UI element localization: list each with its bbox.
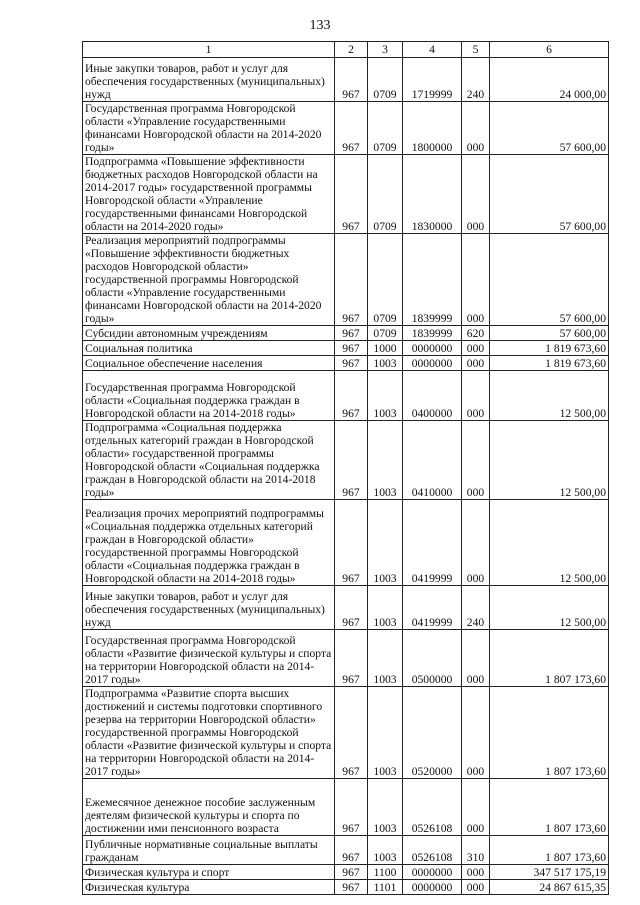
- table-row: [83, 58, 609, 102]
- row-admin-code-cell: 967: [335, 586, 368, 630]
- row-section-code-cell: 1100: [368, 865, 403, 880]
- row-expense-type-cell: 000: [462, 341, 490, 356]
- row-section-code-cell: 1003: [368, 779, 403, 836]
- budget-table: [82, 41, 609, 895]
- row-name-cell: Иные закупки товаров, работ и услуг для обеспечения государственных (муниципальных) нужд: [83, 58, 335, 102]
- row-name-cell: Ежемесячное денежное пособие заслуженным деятелям физической культуры и спорта по достижении ими пенсионного возраста: [83, 779, 335, 836]
- page-number: 133: [309, 18, 331, 33]
- row-name-cell: Государственная программа Новгородской области «Социальная поддержка граждан в Новгородской области на 2014-2018 годы»: [83, 371, 335, 421]
- row-admin-code-cell: 967: [335, 371, 368, 421]
- row-amount-cell: 1 807 173,60: [490, 687, 609, 779]
- row-expense-type-cell: 310: [462, 836, 490, 865]
- row-name-cell: Физическая культура и спорт: [83, 865, 335, 880]
- header-cell: 6: [490, 42, 609, 58]
- row-section-code-cell: 1003: [368, 500, 403, 586]
- row-amount-cell: 24 000,00: [490, 58, 609, 102]
- row-name-cell: Реализация мероприятий подпрограммы «Повышение эффективности бюджетных расходов Новгородской области» государственной программы Новгородской области «Управление государственными финансами Новгородской области на 2014-2020 годы»: [83, 234, 335, 326]
- header-cell: 2: [335, 42, 368, 58]
- table-row: [83, 779, 609, 836]
- row-name-cell: Социальное обеспечение населения: [83, 356, 335, 371]
- row-expense-type-cell: 000: [462, 880, 490, 895]
- header-cell: 1: [83, 42, 335, 58]
- row-target-code-cell: 0419999: [403, 586, 462, 630]
- row-target-code-cell: 0000000: [403, 341, 462, 356]
- row-admin-code-cell: 967: [335, 865, 368, 880]
- row-name-cell: Подпрограмма «Социальная поддержка отдельных категорий граждан в Новгородской области» государственной программы Новгородской области «Социальная поддержка граждан в Новгородской области на 2014-2018 годы»: [83, 421, 335, 500]
- row-section-code-cell: 1003: [368, 356, 403, 371]
- row-expense-type-cell: 000: [462, 779, 490, 836]
- row-section-code-cell: 1003: [368, 371, 403, 421]
- row-expense-type-cell: 000: [462, 234, 490, 326]
- row-amount-cell: 57 600,00: [490, 102, 609, 155]
- table-row: [83, 836, 609, 865]
- header-row: [83, 42, 609, 58]
- row-target-code-cell: 1839999: [403, 326, 462, 341]
- row-admin-code-cell: 967: [335, 630, 368, 687]
- row-expense-type-cell: 000: [462, 155, 490, 234]
- row-amount-cell: 24 867 615,35: [490, 880, 609, 895]
- header-cell: 3: [368, 42, 403, 58]
- row-amount-cell: 1 807 173,60: [490, 779, 609, 836]
- row-admin-code-cell: 967: [335, 836, 368, 865]
- row-amount-cell: 347 517 175,19: [490, 865, 609, 880]
- row-name-cell: Подпрограмма «Повышение эффективности бюджетных расходов Новгородской области на 2014-2017 годы» государственной программы Новгородской области «Управление государственными финансами Новгородской области на 2014-2020 годы»: [83, 155, 335, 234]
- row-admin-code-cell: 967: [335, 341, 368, 356]
- table-row: [83, 630, 609, 687]
- row-admin-code-cell: 967: [335, 421, 368, 500]
- table-row: [83, 500, 609, 586]
- row-admin-code-cell: 967: [335, 102, 368, 155]
- row-target-code-cell: 1839999: [403, 234, 462, 326]
- row-expense-type-cell: 000: [462, 356, 490, 371]
- row-amount-cell: 1 807 173,60: [490, 630, 609, 687]
- row-section-code-cell: 1000: [368, 341, 403, 356]
- row-admin-code-cell: 967: [335, 500, 368, 586]
- table-row: [83, 155, 609, 234]
- row-expense-type-cell: 000: [462, 371, 490, 421]
- header-cell: 4: [403, 42, 462, 58]
- row-amount-cell: 1 819 673,60: [490, 356, 609, 371]
- row-expense-type-cell: 620: [462, 326, 490, 341]
- row-name-cell: Подпрограмма «Развитие спорта высших достижений и системы подготовки спортивного резерва на территории Новгородской области» государственной программы Новгородской области «Развитие физической культуры и спорта на территории Новгородской области на 2014-2017 годы»: [83, 687, 335, 779]
- row-section-code-cell: 0709: [368, 155, 403, 234]
- row-name-cell: Субсидии автономным учреждениям: [83, 326, 335, 341]
- table-row: [83, 371, 609, 421]
- row-expense-type-cell: 000: [462, 687, 490, 779]
- row-expense-type-cell: 240: [462, 58, 490, 102]
- row-section-code-cell: 0709: [368, 326, 403, 341]
- row-amount-cell: 1 819 673,60: [490, 341, 609, 356]
- row-amount-cell: 1 807 173,60: [490, 836, 609, 865]
- row-amount-cell: 12 500,00: [490, 421, 609, 500]
- row-section-code-cell: 1003: [368, 687, 403, 779]
- row-target-code-cell: 1800000: [403, 102, 462, 155]
- row-admin-code-cell: 967: [335, 880, 368, 895]
- row-expense-type-cell: 000: [462, 102, 490, 155]
- table-row: [83, 102, 609, 155]
- row-target-code-cell: 1719999: [403, 58, 462, 102]
- row-target-code-cell: 0526108: [403, 779, 462, 836]
- table-row: [83, 326, 609, 341]
- row-amount-cell: 57 600,00: [490, 155, 609, 234]
- row-section-code-cell: 1003: [368, 421, 403, 500]
- row-name-cell: Государственная программа Новгородской области «Развитие физической культуры и спорта на территории Новгородской области на 2014-2017 годы»: [83, 630, 335, 687]
- row-admin-code-cell: 967: [335, 234, 368, 326]
- row-expense-type-cell: 000: [462, 421, 490, 500]
- row-section-code-cell: 1003: [368, 586, 403, 630]
- table-row: [83, 421, 609, 500]
- row-expense-type-cell: 000: [462, 865, 490, 880]
- row-amount-cell: 57 600,00: [490, 326, 609, 341]
- row-target-code-cell: 1830000: [403, 155, 462, 234]
- row-admin-code-cell: 967: [335, 356, 368, 371]
- row-admin-code-cell: 967: [335, 58, 368, 102]
- row-section-code-cell: 0709: [368, 58, 403, 102]
- row-target-code-cell: 0520000: [403, 687, 462, 779]
- row-amount-cell: 57 600,00: [490, 234, 609, 326]
- row-section-code-cell: 1101: [368, 880, 403, 895]
- row-target-code-cell: 0000000: [403, 356, 462, 371]
- table-row: [83, 234, 609, 326]
- row-target-code-cell: 0419999: [403, 500, 462, 586]
- row-name-cell: Иные закупки товаров, работ и услуг для обеспечения государственных (муниципальных) нужд: [83, 586, 335, 630]
- row-section-code-cell: 0709: [368, 102, 403, 155]
- row-expense-type-cell: 000: [462, 630, 490, 687]
- table-row: [83, 586, 609, 630]
- row-expense-type-cell: 240: [462, 586, 490, 630]
- row-name-cell: Социальная политика: [83, 341, 335, 356]
- row-target-code-cell: 0000000: [403, 880, 462, 895]
- table-row: [83, 341, 609, 356]
- row-section-code-cell: 1003: [368, 630, 403, 687]
- row-amount-cell: 12 500,00: [490, 500, 609, 586]
- row-amount-cell: 12 500,00: [490, 371, 609, 421]
- row-section-code-cell: 1003: [368, 836, 403, 865]
- row-name-cell: Реализация прочих мероприятий подпрограммы «Социальная поддержка отдельных категорий граждан в Новгородской области» государственной программы Новгородской области «Социальная поддержка граждан в Новгородской области на 2014-2018 годы»: [83, 500, 335, 586]
- table-row: [83, 880, 609, 895]
- row-admin-code-cell: 967: [335, 155, 368, 234]
- row-admin-code-cell: 967: [335, 687, 368, 779]
- table-row: [83, 356, 609, 371]
- row-name-cell: Физическая культура: [83, 880, 335, 895]
- row-target-code-cell: 0000000: [403, 865, 462, 880]
- row-amount-cell: 12 500,00: [490, 586, 609, 630]
- table-row: [83, 865, 609, 880]
- table-row: [83, 687, 609, 779]
- header-cell: 5: [462, 42, 490, 58]
- row-target-code-cell: 0500000: [403, 630, 462, 687]
- row-admin-code-cell: 967: [335, 326, 368, 341]
- row-admin-code-cell: 967: [335, 779, 368, 836]
- row-name-cell: Государственная программа Новгородской области «Управление государственными финансами Новгородской области на 2014-2020 годы»: [83, 102, 335, 155]
- row-section-code-cell: 0709: [368, 234, 403, 326]
- row-name-cell: Публичные нормативные социальные выплаты гражданам: [83, 836, 335, 865]
- row-expense-type-cell: 000: [462, 500, 490, 586]
- row-target-code-cell: 0400000: [403, 371, 462, 421]
- row-target-code-cell: 0526108: [403, 836, 462, 865]
- row-target-code-cell: 0410000: [403, 421, 462, 500]
